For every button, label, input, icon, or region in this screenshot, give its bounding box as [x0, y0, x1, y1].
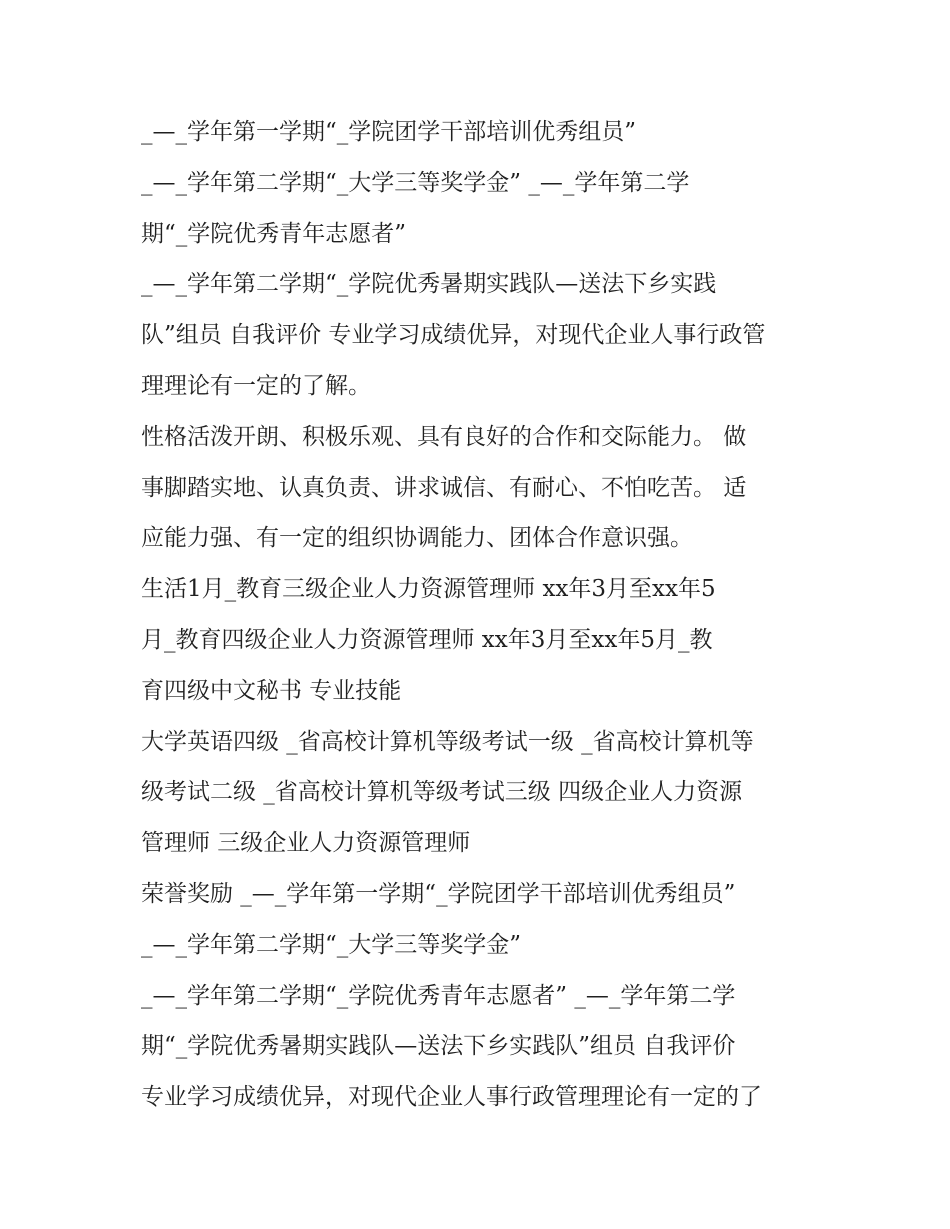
text-line: 理理论有一定的了解。	[141, 372, 371, 399]
text-line: 大学英语四级 _省高校计算机等级考试一级 _省高校计算机等	[141, 728, 754, 755]
text-line: 月_教育四级企业人力资源管理师 xx年3月至xx年5月_教	[141, 626, 713, 653]
text-line: 荣誉奖励 _—_学年第一学期“_学院团学干部培训优秀组员”	[141, 880, 736, 907]
text-line: _—_学年第一学期“_学院团学干部培训优秀组员”	[141, 119, 637, 145]
text-line: 应能力强、有一定的组织协调能力、团体合作意识强。	[141, 525, 693, 552]
text-line: _—_学年第二学期“_学院优秀青年志愿者” _—_学年第二学	[141, 982, 736, 1009]
text-line: _—_学年第二学期“_大学三等奖学金”	[141, 931, 522, 958]
text-line: _—_学年第二学期“_学院优秀暑期实践队—送法下乡实践	[141, 271, 717, 298]
document-body	[141, 107, 841, 1123]
text-line: 生活1月_教育三级企业人力资源管理师 xx年3月至xx年5	[141, 576, 716, 603]
text-line: 育四级中文秘书 专业技能	[141, 677, 402, 704]
text-line: 专业学习成绩优异，对现代企业人事行政管理理论有一定的了	[141, 1084, 762, 1111]
text-line: 队”组员 自我评价 专业学习成绩优异，对现代企业人事行政管	[141, 322, 766, 349]
text-line: 性格活泼开朗、积极乐观、具有良好的合作和交际能力。 做	[141, 423, 747, 450]
text-line: 事脚踏实地、认真负责、讲求诚信、有耐心、不怕吃苦。 适	[141, 474, 747, 501]
text-line: 期“_学院优秀青年志愿者”	[141, 220, 407, 247]
text-line: _—_学年第二学期“_大学三等奖学金” _—_学年第二学	[141, 169, 690, 196]
text-line: 管理师 三级企业人力资源管理师	[141, 830, 471, 857]
text-line: 期“_学院优秀暑期实践队—送法下乡实践队”组员 自我评价	[141, 1033, 736, 1060]
text-line: 级考试二级 _省高校计算机等级考试三级 四级企业人力资源	[141, 779, 743, 806]
